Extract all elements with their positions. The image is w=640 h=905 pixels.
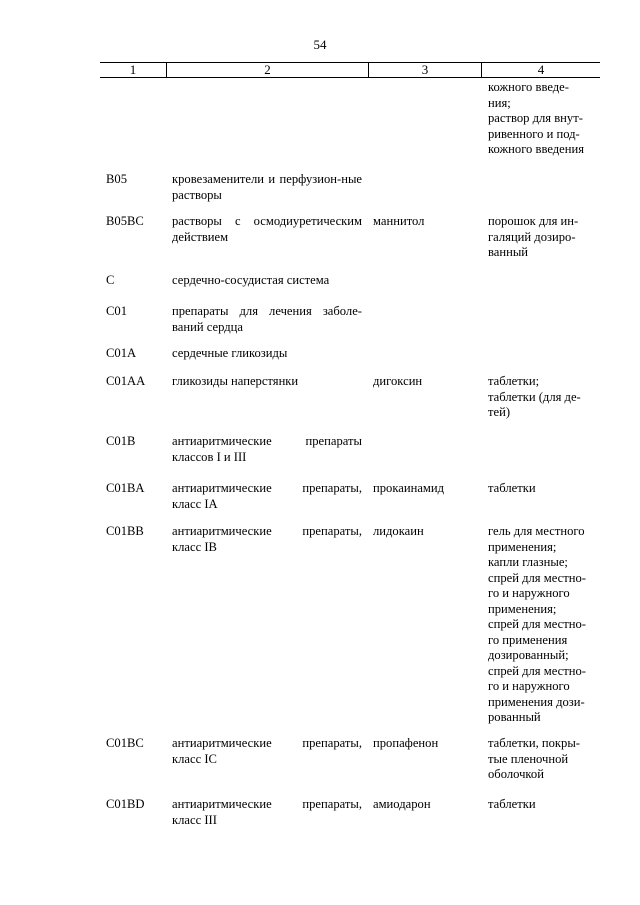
table-row-form: гель для местного применения; капли глазные; спрей для местно- го и наружного применения; спрей для местно- го применения дозированный; спрей для местно- го и наружного применения дози- рованный xyxy=(488,524,586,724)
table-row-name: растворы с осмодиуретическим действием xyxy=(172,214,362,244)
table-row-form: таблетки xyxy=(488,481,536,495)
table-row-code: C01 xyxy=(106,304,127,318)
table-row-code: B05BC xyxy=(106,214,144,228)
table-row-name: антиаритмические препараты, класс IB xyxy=(172,524,362,554)
table-row-form: таблетки; таблетки (для де- тей) xyxy=(488,374,581,419)
continuation-form-cell: кожного введе- ния; раствор для внут- ривенного и под- кожного введения xyxy=(488,80,585,156)
table-row-inn: пропафенон xyxy=(373,736,439,750)
table-row-code: C01A xyxy=(106,346,137,360)
table-row-name: гликозиды наперстянки xyxy=(172,374,299,388)
table-row-inn: дигоксин xyxy=(373,374,423,388)
table-row-name: сердечные гликозиды xyxy=(172,346,288,360)
table-row-code: C01BD xyxy=(106,797,145,811)
table-row-code: C01AA xyxy=(106,374,146,388)
table-row-inn: амиодарон xyxy=(373,797,431,811)
table-row-name: антиаритмические препараты, класс III xyxy=(172,797,362,827)
table-row-inn: маннитол xyxy=(373,214,425,228)
table-row-inn: прокаинамид xyxy=(373,481,445,495)
table-row-name: препараты для лечения заболе-ваний сердца xyxy=(172,304,362,334)
table-row-form: порошок для ин- галяций дозиро- ванный xyxy=(488,214,579,259)
table-row-code: B05 xyxy=(106,172,127,186)
column-header-2: 2 xyxy=(264,62,271,77)
table-row-name: сердечно-сосудистая система xyxy=(172,273,330,287)
table-row-form: таблетки, покры- тые пленочной оболочкой xyxy=(488,736,580,781)
table-header xyxy=(100,62,600,78)
table-row-code: C01BC xyxy=(106,736,144,750)
table-row-name: кровезаменители и перфузион-ные растворы xyxy=(172,172,362,202)
table-row-form: таблетки xyxy=(488,797,536,811)
page-number: 54 xyxy=(313,37,327,52)
column-header-1: 1 xyxy=(129,62,137,77)
table-row-code: C xyxy=(106,273,115,287)
table-row-name: антиаритмические препараты, класс IA xyxy=(172,481,362,511)
table-row-name: антиаритмические препараты, класс IC xyxy=(172,736,362,766)
column-header-4: 4 xyxy=(537,62,545,77)
column-header-3: 3 xyxy=(421,62,429,77)
table-row-inn: лидокаин xyxy=(373,524,424,538)
table-row-code: C01B xyxy=(106,434,136,448)
table-row-name: антиаритмические препараты классов I и III xyxy=(172,434,362,464)
table-row-code: C01BA xyxy=(106,481,145,495)
table-row-code: C01BB xyxy=(106,524,144,538)
